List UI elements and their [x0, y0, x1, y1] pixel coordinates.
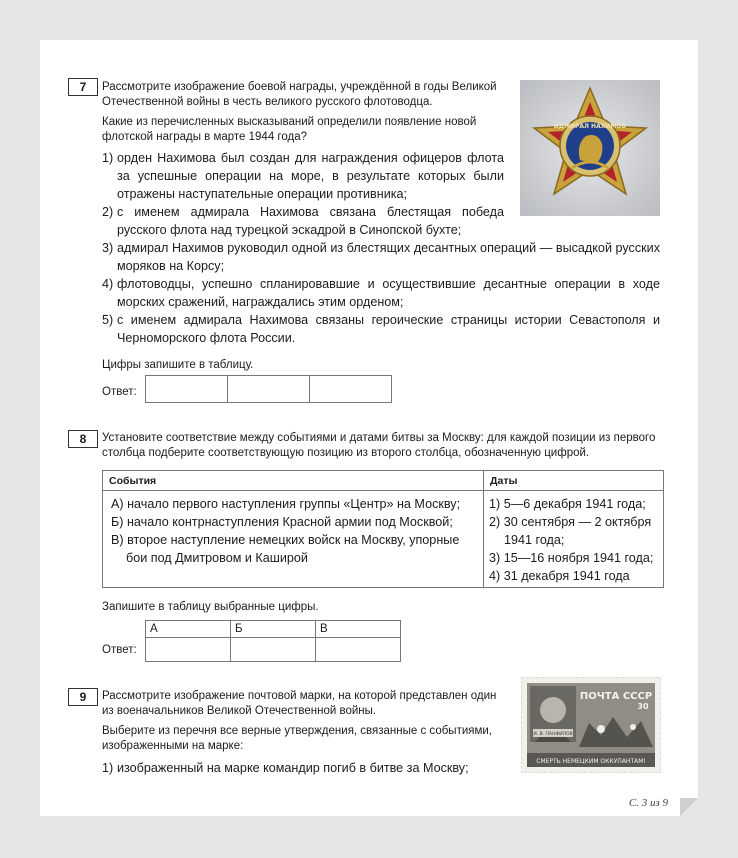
dates-cell	[484, 491, 664, 588]
order-of-nakhimov-image	[520, 80, 660, 216]
q7-question: Какие из перечисленных высказываний определили появление новой флотской награды в марте 1944 года?	[102, 116, 477, 143]
event-a: А) начало первого наступления группы «Центр» на Москву;	[111, 497, 461, 511]
q7-option-3	[102, 239, 660, 275]
answer-header-b: Б	[231, 621, 316, 638]
option-number: 5)	[102, 313, 114, 327]
date-4: 4) 31 декабря 1941 года	[489, 569, 630, 583]
q9-option-1	[102, 759, 504, 777]
stamp-country: ПОЧТА СССР	[579, 691, 653, 702]
option-number: 3)	[102, 241, 114, 255]
q7-option-4	[102, 275, 660, 311]
q7-option-2	[102, 203, 504, 239]
answer-header-v: В	[316, 621, 401, 638]
stamp-icon	[521, 677, 661, 773]
postage-stamp-image	[521, 677, 661, 773]
question-number-7: 7	[68, 78, 98, 96]
option-text: с именем адмирала Нахимова связана блестящая победа русского флота над турецкой эскадрой в Синопской бухте;	[117, 205, 504, 237]
option-text: изображенный на марке командир погиб в битве за Москву;	[117, 761, 469, 775]
answer-cell-2[interactable]	[227, 375, 310, 403]
events-cell	[103, 491, 484, 588]
date-2: 2) 30 сентября — 2 октября 1941 года;	[489, 515, 652, 547]
answer-cell-v[interactable]	[316, 638, 401, 662]
q8-intro: Установите соответствие между событиями и датами битвы за Москву: для каждой позиции из первого столбца подберите соответствующую позицию из второго столбца, обозначенную цифрой.	[102, 432, 656, 459]
stamp-value: 30	[637, 702, 649, 711]
stamp-banner: И. В. ПАНФИЛОВ	[533, 732, 573, 737]
q8-answer-label: Ответ:	[102, 644, 137, 656]
option-text: флотоводцы, успешно спланировавшие и осуществившие десантные операции в ходе морских сражений, награждались этим орденом;	[117, 277, 660, 309]
option-number: 1)	[102, 151, 114, 165]
page-corner-fold	[680, 798, 698, 816]
q7-intro: Рассмотрите изображение боевой награды, учреждённой в годы Великой Отечественной войны в честь великого русского флотоводца.	[102, 81, 497, 108]
option-number: 2)	[102, 205, 114, 219]
q7-option-5	[102, 311, 660, 347]
page-number: С. 3 из 9	[628, 797, 668, 809]
q8-answer-table	[145, 620, 401, 662]
q9-question: Выберите из перечня все верные утверждения, связанные с событиями, изображенными на марке:	[102, 725, 493, 752]
option-number: 4)	[102, 277, 114, 291]
medal-icon	[520, 80, 660, 216]
q7-answer-boxes	[145, 375, 391, 403]
option-text: адмирал Нахимов руководил одной из блестящих десантных операций — высадкой русских моряков на Корсу;	[117, 241, 660, 273]
events-column-header: События	[103, 471, 484, 491]
event-v: В) второе наступление немецких войск на Москву, упорные бои под Дмитровом и Каширой	[111, 533, 460, 565]
date-3: 3) 15—16 ноября 1941 года;	[489, 551, 654, 565]
q7-instruction: Цифры запишите в таблицу.	[102, 359, 254, 371]
event-b: Б) начало контрнаступления Красной армии под Москвой;	[111, 515, 453, 529]
question-number-8: 8	[68, 430, 98, 448]
q9-intro: Рассмотрите изображение почтовой марки, на которой представлен один из военачальников Великой Отечественной войны.	[102, 690, 497, 717]
matching-table	[102, 470, 664, 588]
answer-header-a: А	[146, 621, 231, 638]
answer-cell-b[interactable]	[231, 638, 316, 662]
answer-cell-1[interactable]	[145, 375, 228, 403]
date-1: 1) 5—6 декабря 1941 года;	[489, 497, 646, 511]
option-text: орден Нахимова был создан для награждения офицеров флота за успешные операции на море, в результате которых были отражены наступательные операции противника;	[117, 151, 504, 201]
option-number: 1)	[102, 761, 114, 775]
dates-column-header: Даты	[484, 471, 664, 491]
medal-inscription: АДМИРАЛ НАХИМОВ	[553, 123, 627, 130]
answer-cell-a[interactable]	[146, 638, 231, 662]
q7-option-1	[102, 149, 504, 203]
q8-instruction: Запишите в таблицу выбранные цифры.	[102, 601, 319, 613]
q7-answer-label: Ответ:	[102, 386, 137, 398]
answer-cell-3[interactable]	[309, 375, 392, 403]
option-text: с именем адмирала Нахимова связаны героические страницы истории Севастополя и Черноморского флота России.	[117, 313, 660, 345]
stamp-slogan: СМЕРТЬ НЕМЕЦКИМ ОККУПАНТАМ!	[536, 758, 646, 765]
question-number-9: 9	[68, 688, 98, 706]
exam-page	[40, 40, 698, 816]
